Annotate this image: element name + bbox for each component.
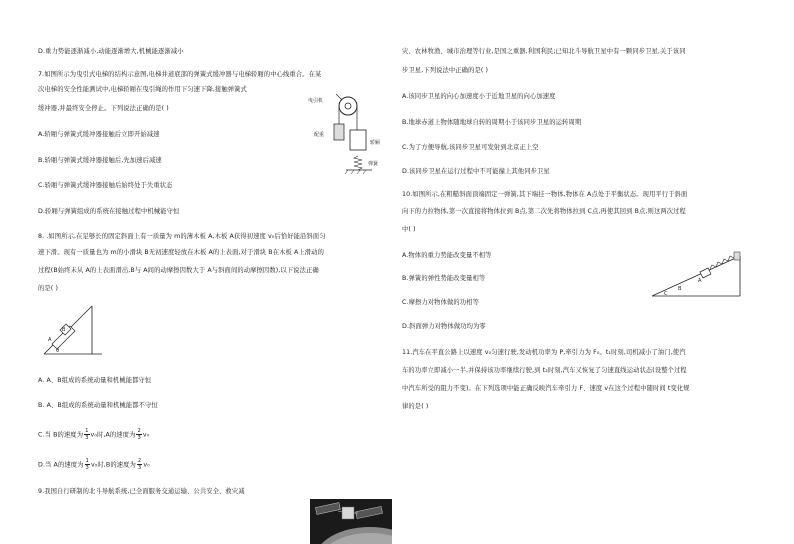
- plank-a-label: A: [48, 337, 52, 343]
- incline-figure: [40, 300, 106, 362]
- left-column: [38, 0, 403, 544]
- q9-option-a: A.该同步卫星的向心加速度小于近地卫星的向心加速度: [402, 93, 556, 100]
- fraction-two-thirds: $\frac{2}{3}$: [137, 428, 141, 441]
- point-a-label: A: [698, 278, 702, 284]
- q6-option-d: D.重力势能逐渐减小,动能逐渐增大,机械能逐渐减小: [38, 48, 184, 55]
- q10-stem-line-1: 10.如图所示,在粗糙斜面顶端固定一弹簧,其下端挂一物体,物体在 A点处于平衡状态。现用平行于斜面: [402, 191, 688, 198]
- q7-stem-line-3: 缓冲器,并最终安全停止。下列说法正确的是( ): [38, 105, 169, 112]
- spring-incline-figure: [648, 250, 744, 300]
- q7-stem-line-2: 次电梯的安全性能测试中,电梯轿厢在曳引绳的作用下匀速下降,接触弹簧式: [38, 86, 247, 93]
- q8-option-d: [38, 458, 150, 471]
- q7-option-c: C.轿厢与弹簧式缓冲器接触后始终处于失重状态: [38, 182, 173, 189]
- q9-option-d: D.该同步卫星在运行过程中不可能撞上其他同步卫星: [402, 168, 550, 175]
- elevator-cabin: [350, 130, 366, 150]
- incline-spring: [710, 256, 734, 269]
- q9-stem-cont-1: 灾、农林牧渔、城市治理等行业,是国之重器,利国利民;已知北斗导航卫星中有一颗同步卫星,关于该同: [402, 48, 686, 55]
- q7-option-d: D.轿厢与弹簧组成的系统在接触过程中机械能守恒: [38, 208, 180, 215]
- fraction-two-thirds: $\frac{2}{3}$: [137, 458, 142, 471]
- q8-option-a: A. A、B组成的系统动量和机械能都守恒: [38, 377, 152, 384]
- q8-option-c-pre: C.当 B的速度为: [38, 431, 84, 439]
- q7-stem-line-1: 7.如图所示为曳引式电梯的结构示意图,电梯井道底部的弹簧式缓冲器与电梯轿厢的中心线重合。在某: [38, 71, 322, 78]
- fraction-one-third: $\frac{1}{3}$: [85, 458, 89, 471]
- q11-stem-line-4: 律的是( ): [402, 403, 429, 410]
- q10-option-b: B.弹簧的弹性势能改变量相等: [402, 275, 486, 282]
- cabin-label: 轿厢: [370, 140, 381, 146]
- elevator-figure: [306, 92, 396, 180]
- q8-option-c-post: v₀: [142, 431, 150, 439]
- q11-stem-line-2: 车的功率立即减小一半,并保持该功率继续行驶,到 t₂时刻,汽车又恢复了匀速直线运动状态(设整个过程: [402, 367, 687, 374]
- q7-option-b: B.轿厢与弹簧式缓冲器接触后,先加速后减速: [38, 157, 162, 164]
- q8-stem-line-3: 过程(B始终未从 A的上表面滑出,B与 A间的动摩擦因数大于 A与斜面间的动摩擦因数),以下说法正确: [38, 267, 319, 274]
- block-b-label: B: [62, 327, 66, 333]
- q11-stem-line-1: 11.汽车在平直公路上以速度 v₀匀速行驶,发动机功率为 P,牵引力为 F₀。t₁时刻,司机减小了油门,使汽: [402, 349, 686, 356]
- fraction-one-third: $\frac{1}{3}$: [85, 428, 89, 441]
- counterweight-block: [334, 124, 344, 140]
- q8-stem-line-2: 速下滑。现有一质量也为 m的小滑块 B无初速度轻放在木板 A的上表面,对于滑块 B在木板 A上滑动的: [38, 249, 324, 256]
- q8-option-c: [38, 428, 149, 441]
- q9-stem-cont-2: 步卫星,下列说法中正确的是( ): [402, 67, 489, 74]
- q11-stem-line-3: 中汽车所受的阻力不变)。在下列选项中能正确反映汽车牵引力 F、速度 v在这个过程中随时间 t变化规: [402, 385, 690, 392]
- q10-option-d: D.斜面弹力对物体做功均为零: [402, 323, 486, 330]
- satellite-photo: [310, 499, 392, 544]
- counterweight-label: 配重: [314, 132, 325, 138]
- point-b-label: B: [678, 286, 682, 292]
- q8-option-c-mid: v₀时,A的速度为: [90, 431, 136, 439]
- spring-label: 弹簧: [368, 161, 379, 167]
- q8-stem-line-4: 的是( ): [38, 285, 59, 292]
- q10-stem-line-2: 向下的力拉物体,第一次直接将物体拉到 B点,第二次先将物体拉到 C点,再使其回到 B点,则这两次过程: [402, 208, 686, 215]
- q9-stem: 9.我国自行研制的北斗导航系统,已全面服务交通运输、公共安全、救灾减: [38, 488, 245, 495]
- q8-option-d-mid: v₀时,B的速度为: [90, 461, 136, 469]
- q8-stem-line-1: 8. .如图所示,在足够长的固定斜面上有一质量为 m的薄木板 A,木板 A获得初速度 v₀后恰好能沿斜面匀: [38, 233, 326, 240]
- q10-stem-line-3: 中( ): [402, 226, 416, 233]
- q8-option-d-pre: D.当 A的速度为: [38, 461, 84, 469]
- q10-option-c: C.摩擦力对物体做的功相等: [402, 299, 479, 306]
- angle-theta-label: θ: [56, 348, 60, 354]
- q9-option-c: C.为了方便导航,该同步卫星可发射到北京正上空: [402, 144, 539, 151]
- q9-option-b: B.地球赤道上物体随地球自转的周期小于该同步卫星的运转周期: [402, 119, 582, 126]
- traction-machine-label: 曳引机: [308, 98, 324, 104]
- q10-option-a: A.物体的重力势能改变量不相等: [402, 252, 492, 259]
- point-c-label: C: [664, 291, 668, 297]
- q7-option-a: A.轿厢与弹簧式缓冲器接触后立即开始减速: [38, 131, 160, 138]
- q8-option-d-post: v₀: [143, 461, 150, 469]
- right-column: [402, 0, 762, 544]
- q8-option-b: B. A、B组成的系统动量和机械能都不守恒: [38, 402, 158, 409]
- buffer-spring: [354, 156, 362, 170]
